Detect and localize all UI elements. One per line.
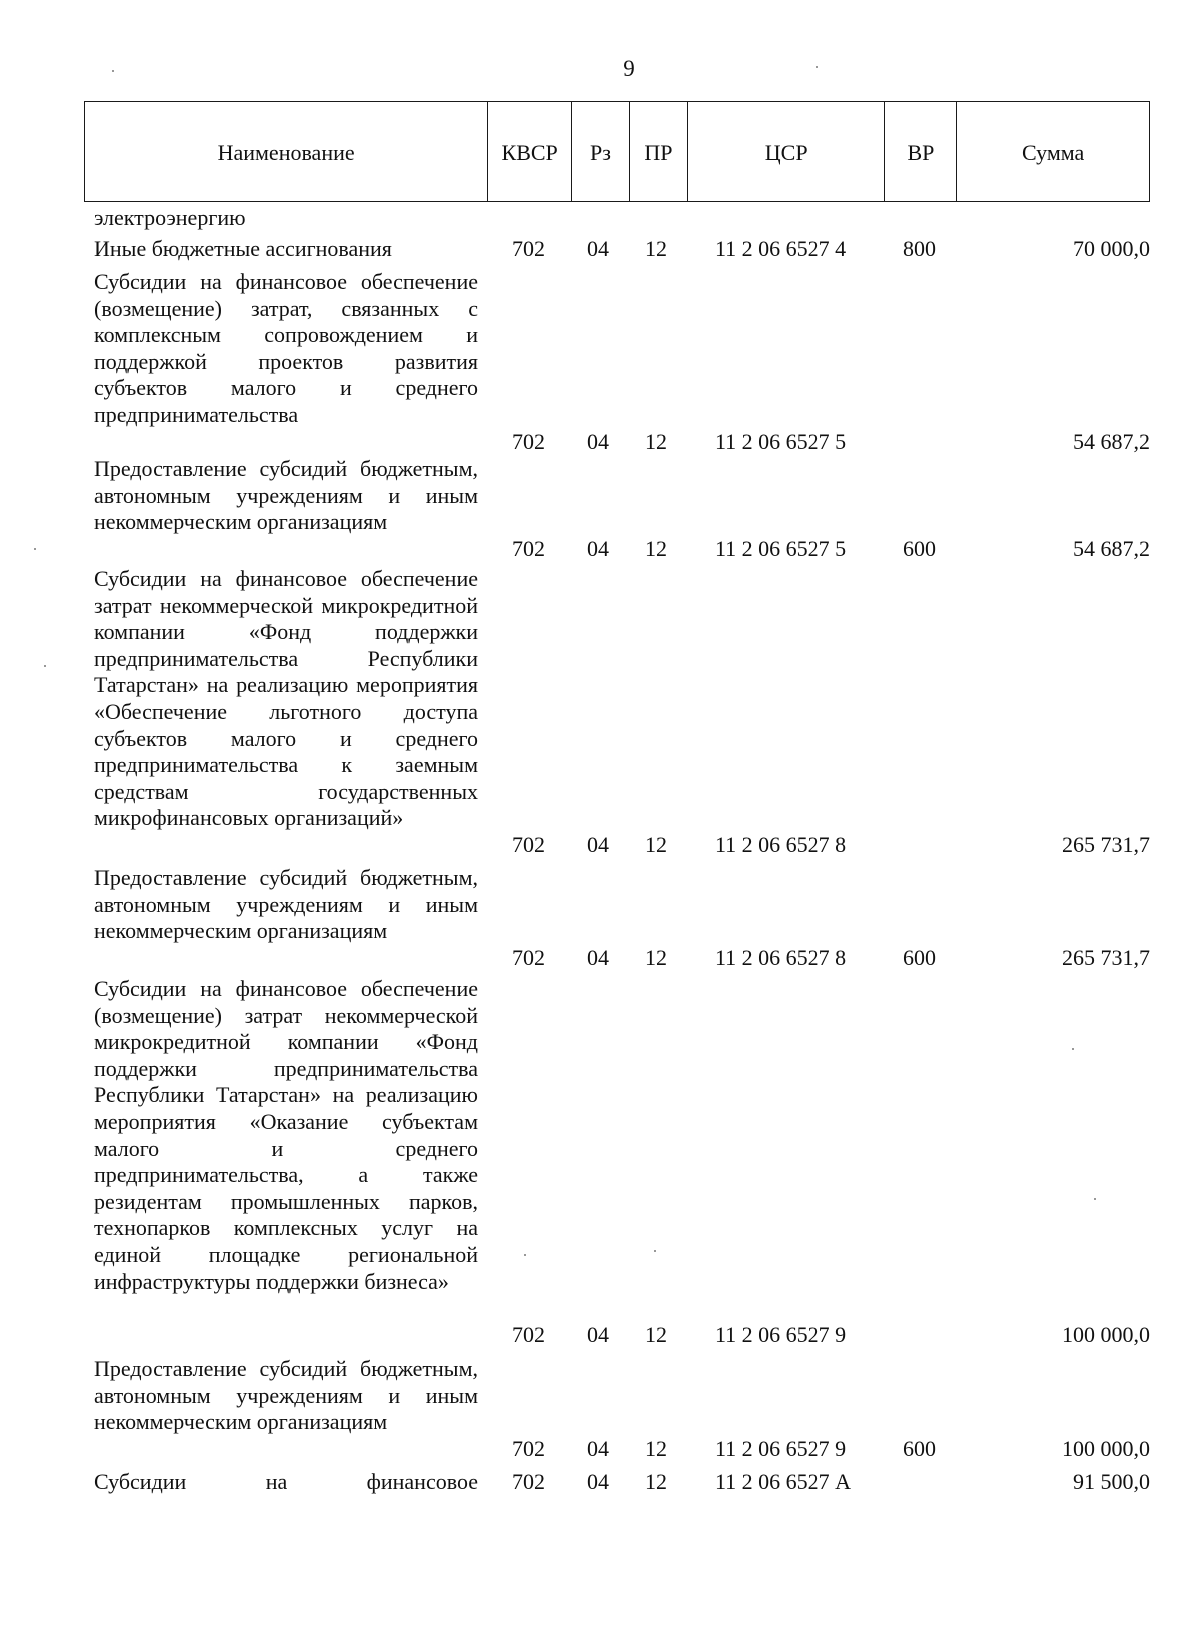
row-kvsr: 702 xyxy=(512,1436,545,1461)
row-sum: 70 000,0 xyxy=(1073,236,1150,261)
scan-speck xyxy=(1094,1198,1096,1200)
row-rz: 04 xyxy=(587,536,609,561)
row-pr: 12 xyxy=(645,1322,667,1347)
row-sum: 54 687,2 xyxy=(1073,536,1150,561)
column-header-csr: ЦСР xyxy=(688,102,886,201)
row-vr: 600 xyxy=(903,1436,936,1461)
row-rz: 04 xyxy=(587,1322,609,1347)
column-header-kvsr: КВСР xyxy=(488,102,572,201)
row-pr: 12 xyxy=(645,1469,667,1494)
row-name: Субсидии на финансовое обеспечение затрат некоммерческой микрокредитной компании «Фонд поддержки предпринимательства Республики Татарстан» на реализацию мероприятия «Обеспечение льготного доступа субъектов малого и среднего предпринимательства к заемным средствам государственных микрофинансовых организаций» xyxy=(94,566,478,831)
row-csr: 11 2 06 6527 9 xyxy=(715,1322,847,1347)
row-pr: 12 xyxy=(645,945,667,970)
row-kvsr: 702 xyxy=(512,945,545,970)
row-name: Субсидии на финансовое обеспечение (возмещение) затрат, связанных с комплексным сопровождением и поддержкой проектов развития субъектов малого и среднего предпринимательства xyxy=(94,269,478,427)
row-pr: 12 xyxy=(645,236,667,261)
row-vr: 600 xyxy=(903,945,936,970)
row-csr: 11 2 06 6527 9 xyxy=(715,1436,847,1461)
row-rz: 04 xyxy=(587,236,609,261)
row-name: электроэнергию xyxy=(94,205,246,230)
row-sum: 100 000,0 xyxy=(1062,1322,1150,1347)
page-number: 9 xyxy=(623,56,635,81)
row-sum: 54 687,2 xyxy=(1073,429,1150,454)
scan-speck xyxy=(112,70,114,72)
row-kvsr: 702 xyxy=(512,236,545,261)
row-sum: 100 000,0 xyxy=(1062,1436,1150,1461)
row-rz: 04 xyxy=(587,832,609,857)
row-name: Субсидии на финансовое xyxy=(94,1469,478,1494)
row-vr: 600 xyxy=(903,536,936,561)
row-name: Иные бюджетные ассигнования xyxy=(94,236,392,261)
row-kvsr: 702 xyxy=(512,832,545,857)
scan-speck xyxy=(1072,1048,1074,1050)
row-sum: 265 731,7 xyxy=(1062,945,1150,970)
scan-speck xyxy=(44,665,46,667)
row-kvsr: 702 xyxy=(512,1469,545,1494)
column-header-rz: Рз xyxy=(572,102,630,201)
row-kvsr: 702 xyxy=(512,1322,545,1347)
scan-speck xyxy=(816,66,818,68)
row-name: Предоставление субсидий бюджетным, автономным учреждениям и иным некоммерческим организациям xyxy=(94,865,478,944)
row-kvsr: 702 xyxy=(512,536,545,561)
row-pr: 12 xyxy=(645,832,667,857)
row-sum: 265 731,7 xyxy=(1062,832,1150,857)
row-csr: 11 2 06 6527 4 xyxy=(715,236,847,261)
row-name: Субсидии на финансовое обеспечение (возмещение) затрат некоммерческой микрокредитной компании «Фонд поддержки предпринимательства Республики Татарстан» на реализацию мероприятия «Оказание субъектам малого и среднего предпринимательства, а также резидентам промышленных парков, технопарков комплексных услуг на единой площадке региональной инфраструктуры поддержки бизнеса» xyxy=(94,976,478,1294)
row-csr: 11 2 06 6527 5 xyxy=(715,429,847,454)
scan-speck xyxy=(524,1254,526,1256)
row-rz: 04 xyxy=(587,429,609,454)
column-header-name: Наименование xyxy=(85,102,488,201)
row-pr: 12 xyxy=(645,1436,667,1461)
row-name: Предоставление субсидий бюджетным, автономным учреждениям и иным некоммерческим организациям xyxy=(94,1356,478,1435)
row-pr: 12 xyxy=(645,536,667,561)
row-pr: 12 xyxy=(645,429,667,454)
row-csr: 11 2 06 6527 А xyxy=(715,1469,852,1494)
row-csr: 11 2 06 6527 5 xyxy=(715,536,847,561)
row-vr: 800 xyxy=(903,236,936,261)
row-sum: 91 500,0 xyxy=(1073,1469,1150,1494)
column-header-vr: ВР xyxy=(885,102,957,201)
row-csr: 11 2 06 6527 8 xyxy=(715,945,847,970)
row-kvsr: 702 xyxy=(512,429,545,454)
row-rz: 04 xyxy=(587,1436,609,1461)
row-rz: 04 xyxy=(587,1469,609,1494)
scan-speck xyxy=(654,1250,656,1252)
scan-speck xyxy=(34,548,36,550)
column-header-sum: Сумма xyxy=(1022,139,1085,165)
row-rz: 04 xyxy=(587,945,609,970)
row-csr: 11 2 06 6527 8 xyxy=(715,832,847,857)
row-name: Предоставление субсидий бюджетным, автономным учреждениям и иным некоммерческим организациям xyxy=(94,456,478,535)
column-header-pr: ПР xyxy=(630,102,688,201)
